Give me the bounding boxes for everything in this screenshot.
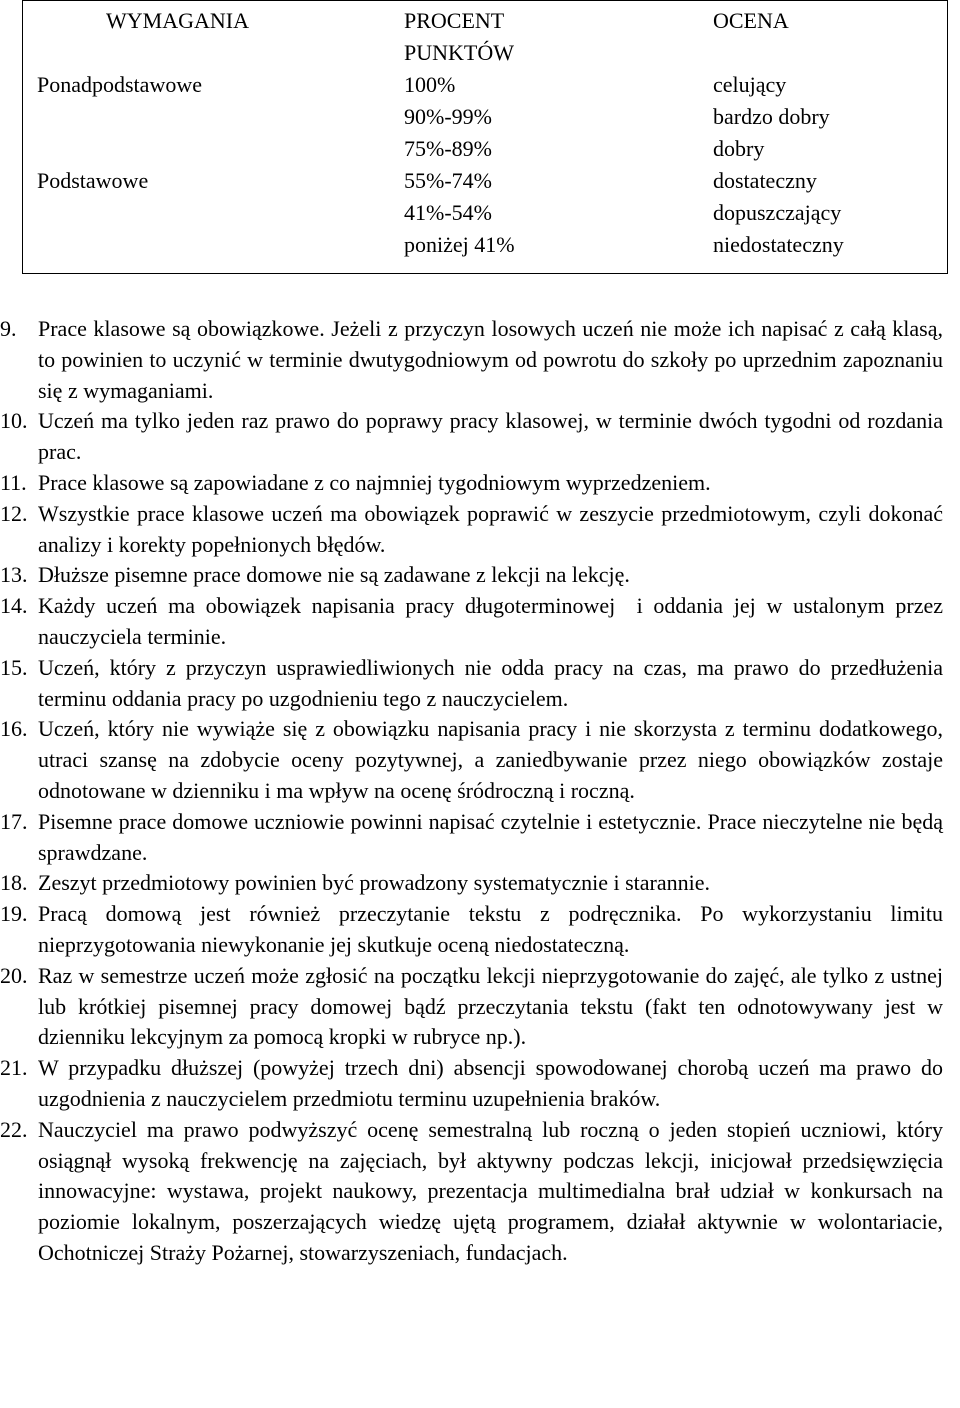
item-number: 14. bbox=[0, 593, 28, 619]
list-item bbox=[0, 314, 943, 406]
table-cell-level bbox=[23, 101, 393, 133]
item-number: 20. bbox=[0, 962, 28, 988]
table-row bbox=[23, 133, 948, 165]
item-text: Zeszyt przedmiotowy powinien być prowadzony systematycznie i starannie. bbox=[38, 870, 711, 896]
item-text: Nauczyciel ma prawo podwyższyć ocenę semestralną lub roczną o jeden stopień uczniowi, który osiągnął wysoką frekwencję na zajęciach, był aktywny podczas lekcji, inicjował przedsięwzięcia innowacyjne: wystawa, projekt naukowy, prezentacja multimedialna brał udział w konkursach na poziomie lokalnym, poszerzających wiedzę ujętą programem, działał aktywnie w wolontariacie, Ochotniczej Straży Pożarnej, stowarzyszeniach, fundacjach. bbox=[38, 1116, 943, 1265]
item-text: Prace klasowe są obowiązkowe. Jeżeli z przyczyn losowych uczeń nie może ich napisać z całą klasą, to powinien to uczynić w terminie dwutygodniowym od powrotu do szkoły po uprzednim zapoznaniu się z wymaganiami. bbox=[38, 316, 943, 403]
item-number: 9. bbox=[0, 316, 17, 341]
item-text: W przypadku dłuższej (powyżej trzech dni) absencji spowodowanej chorobą uczeń ma prawo do uzgodnienia z nauczycielem przedmiotu terminu uzupełnienia braków. bbox=[38, 1055, 943, 1111]
table-cell-percent: 55%-74% bbox=[404, 168, 492, 193]
list-item bbox=[0, 714, 943, 806]
header-grade: OCENA bbox=[699, 1, 948, 70]
table-cell-level: Ponadpodstawowe bbox=[23, 69, 393, 101]
list-item bbox=[0, 961, 943, 1053]
table-cell-percent: 90%-99% bbox=[404, 104, 492, 129]
item-number: 10. bbox=[0, 408, 28, 434]
item-number: 22. bbox=[0, 1116, 28, 1142]
item-text: Każdy uczeń ma obowiązek napisania pracy długoterminowej i oddania jej w ustalonym przez nauczyciela terminie. bbox=[38, 593, 949, 649]
list-item bbox=[0, 406, 943, 468]
list-item bbox=[0, 807, 943, 869]
table-cell-grade: celujący bbox=[699, 69, 948, 101]
table-row bbox=[23, 229, 948, 274]
grading-table bbox=[22, 0, 948, 274]
table-cell-level bbox=[23, 197, 393, 229]
table-header-row bbox=[23, 1, 948, 70]
item-text: Raz w semestrze uczeń może zgłosić na początku lekcji nieprzygotowanie do zajęć, ale tylko z ustnej lub krótkiej pisemnej pracy domowej bądź przeczytania tekstu (fakt ten odnotowywany jest w dzienniku lekcyjnym za pomocą kropki w rubryce np.). bbox=[38, 962, 943, 1050]
table-row bbox=[23, 197, 948, 229]
table-cell-grade: dostateczny bbox=[699, 165, 948, 197]
table-cell-level: Podstawowe bbox=[23, 165, 393, 197]
item-text: Uczeń, który nie wywiąże się z obowiązku napisania pracy i nie skorzysta z terminu dodatkowego, utraci szansę na zdobycie oceny pozytywnej, a zaniedbywanie przez niego obowiązków zostaje odnotowane w dzienniku i ma wpływ na ocenę śródroczną i roczną. bbox=[38, 716, 943, 803]
table-cell-grade: niedostateczny bbox=[699, 229, 948, 274]
table-cell-grade: dobry bbox=[699, 133, 948, 165]
item-text: Uczeń ma tylko jeden raz prawo do poprawy pracy klasowej, w terminie dwóch tygodni od rozdania prac. bbox=[38, 408, 943, 465]
item-text: Pracą domową jest również przeczytanie tekstu z podręcznika. Po wykorzystaniu limitu nieprzygotowania niewykonanie jej skutkuje oceną niedostateczną. bbox=[38, 901, 943, 957]
item-number: 21. bbox=[0, 1055, 28, 1081]
item-number: 17. bbox=[0, 808, 28, 834]
item-text: Prace klasowe są zapowiadane z co najmniej tygodniowym wyprzedzeniem. bbox=[38, 469, 711, 495]
item-number: 12. bbox=[0, 500, 28, 526]
item-number: 15. bbox=[0, 654, 28, 680]
list-item bbox=[0, 560, 943, 591]
table-cell-grade: dopuszczający bbox=[699, 197, 948, 229]
header-percent bbox=[392, 1, 699, 70]
item-text: Uczeń, który z przyczyn usprawiedliwionych nie odda pracy na czas, ma prawo do przedłużenia terminu oddania pracy po uzgodnieniu tego z nauczycielem. bbox=[38, 654, 943, 711]
list-item bbox=[0, 591, 949, 653]
item-text: Wszystkie prace klasowe uczeń ma obowiązek poprawić w zeszycie przedmiotowym, czyli dokonać analizy i korekty popełnionych błędów. bbox=[38, 500, 943, 557]
item-text: Pisemne prace domowe uczniowie powinni napisać czytelnie i estetycznie. Prace nieczytelne nie będą sprawdzane. bbox=[38, 808, 943, 865]
header-percent-text: PROCENT PUNKTÓW bbox=[404, 8, 514, 65]
item-number: 16. bbox=[0, 716, 28, 742]
item-number: 19. bbox=[0, 901, 28, 927]
list-item bbox=[0, 1115, 943, 1269]
item-number: 13. bbox=[0, 562, 28, 588]
table-cell-percent: poniżej 41% bbox=[392, 229, 699, 274]
item-number: 11. bbox=[0, 469, 27, 495]
table-cell-level bbox=[23, 133, 393, 165]
rules-list bbox=[0, 314, 960, 1269]
list-item bbox=[0, 653, 943, 715]
table-cell-percent: 75%-89% bbox=[404, 136, 492, 161]
table-row bbox=[23, 101, 948, 133]
table-cell-level bbox=[23, 229, 393, 274]
list-item bbox=[0, 499, 943, 561]
list-item bbox=[0, 1053, 943, 1115]
header-requirements: WYMAGANIA bbox=[23, 1, 393, 70]
item-text: Dłuższe pisemne prace domowe nie są zadawane z lekcji na lekcję. bbox=[38, 562, 630, 588]
item-number: 18. bbox=[0, 870, 28, 896]
list-item bbox=[0, 899, 943, 961]
list-item bbox=[0, 868, 943, 899]
table-cell-grade: bardzo dobry bbox=[699, 101, 948, 133]
table-cell-percent: 41%-54% bbox=[404, 200, 492, 225]
list-item bbox=[0, 468, 943, 499]
table-row bbox=[23, 165, 948, 197]
table-row bbox=[23, 69, 948, 101]
table-cell-percent: 100% bbox=[404, 72, 456, 97]
